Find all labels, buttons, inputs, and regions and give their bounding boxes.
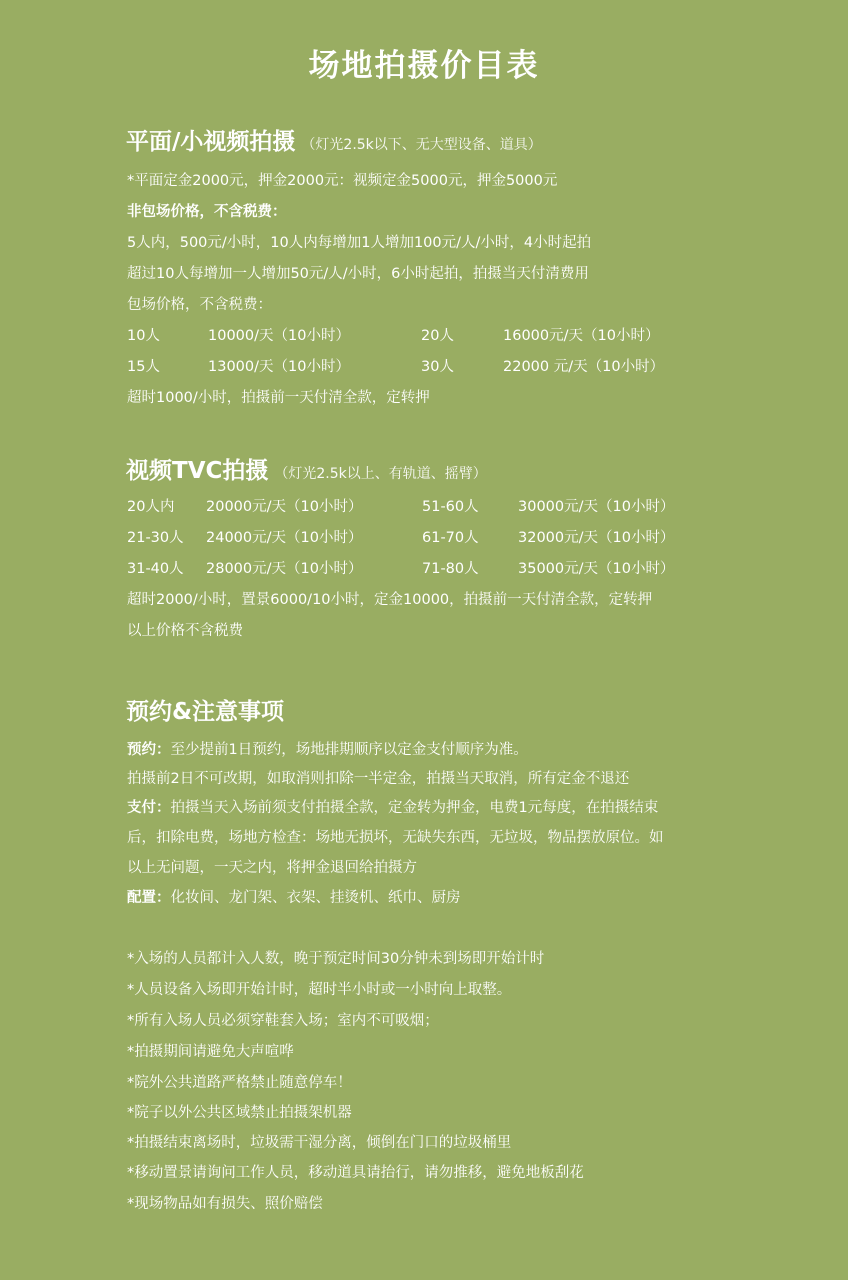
note-item: *所有入场人员必须穿鞋套入场；室内不可吸烟； — [127, 1013, 439, 1029]
section-tvc-heading — [126, 452, 487, 485]
package-price: 22000 元/天（10小时） — [503, 359, 665, 375]
package-price: 10000/天（10小时） — [208, 328, 350, 344]
tvc-price: 35000元/天（10小时） — [518, 561, 675, 577]
note-item: *现场物品如有损失、照价赔偿 — [127, 1196, 323, 1212]
overtime-line: 超时1000/小时，拍摄前一天付清全款，定转押 — [127, 390, 430, 406]
package-price: 16000元/天（10小时） — [503, 328, 660, 344]
page-title: 场地拍摄价目表 — [308, 48, 540, 84]
tvc-people: 21-30人 — [127, 530, 184, 546]
note-item: *院子以外公共区域禁止拍摄架机器 — [127, 1105, 352, 1121]
section-booking-heading: 预约&注意事项 — [126, 699, 285, 725]
package-people: 15人 — [127, 359, 160, 375]
config-line — [127, 888, 461, 908]
tvc-price: 28000元/天（10小时） — [206, 561, 363, 577]
note-item: *入场的人员都计入人数，晚于预定时间30分钟未到场即开始计时 — [127, 951, 545, 967]
section-photo-title: 平面/小视频拍摄 — [126, 129, 296, 155]
booking-line — [127, 740, 528, 760]
tvc-price: 30000元/天（10小时） — [518, 499, 675, 515]
tvc-people: 51-60人 — [422, 499, 479, 515]
package-title: 包场价格，不含税费： — [127, 297, 272, 313]
nonpackage-title: 非包场价格，不含税费： — [127, 204, 287, 220]
deposit-line: *平面定金2000元，押金2000元：视频定金5000元，押金5000元 — [127, 173, 558, 189]
payment-label: 支付： — [127, 800, 171, 816]
payment-line-1 — [127, 798, 658, 818]
payment-text-1: 拍摄当天入场前须支付拍摄全款，定金转为押金，电费1元每度，在拍摄结束 — [170, 800, 659, 816]
tvc-price: 24000元/天（10小时） — [206, 530, 363, 546]
tvc-people: 20人内 — [127, 499, 175, 515]
tvc-people: 71-80人 — [422, 561, 479, 577]
note-item: *人员设备入场即开始计时，超时半小时或一小时向上取整。 — [127, 982, 512, 998]
section-tvc-note: （灯光2.5k以上、有轨道、摇臂） — [274, 466, 487, 482]
package-people: 30人 — [421, 359, 454, 375]
note-item: *移动置景请询问工作人员，移动道具请抬行，请勿推移，避免地板刮花 — [127, 1165, 584, 1181]
booking-text: 至少提前1日预约，场地排期顺序以定金支付顺序为准。 — [170, 742, 528, 758]
tvc-overtime: 超时2000/小时，置景6000/10小时，定金10000，拍摄前一天付清全款，定转押 — [127, 592, 653, 608]
section-tvc-title: 视频TVC拍摄 — [126, 458, 269, 484]
note-item: *院外公共道路严格禁止随意停车！ — [127, 1075, 352, 1091]
nonpackage-line-2: 超过10人每增加一人增加50元/人/小时，6小时起拍，拍摄当天付清费用 — [127, 266, 589, 282]
note-item: *拍摄期间请避免大声喧哗 — [127, 1044, 294, 1060]
package-people: 20人 — [421, 328, 454, 344]
note-item: *拍摄结束离场时，垃圾需干湿分离，倾倒在门口的垃圾桶里 — [127, 1135, 512, 1151]
section-photo-note: （灯光2.5k以下、无大型设备、道具） — [301, 137, 542, 153]
nonpackage-line-1: 5人内，500元/小时，10人内每增加1人增加100元/人/小时，4小时起拍 — [127, 235, 592, 251]
config-text: 化妆间、龙门架、衣架、挂烫机、纸巾、厨房 — [170, 890, 461, 906]
tvc-people: 61-70人 — [422, 530, 479, 546]
package-people: 10人 — [127, 328, 160, 344]
tvc-tax-note: 以上价格不含税费 — [127, 623, 243, 639]
config-label: 配置： — [127, 890, 171, 906]
payment-line-3: 以上无问题，一天之内，将押金退回给拍摄方 — [127, 860, 417, 876]
booking-label: 预约： — [127, 742, 171, 758]
section-photo-heading — [126, 123, 542, 156]
tvc-people: 31-40人 — [127, 561, 184, 577]
package-price: 13000/天（10小时） — [208, 359, 350, 375]
tvc-price: 20000元/天（10小时） — [206, 499, 363, 515]
tvc-price: 32000元/天（10小时） — [518, 530, 675, 546]
reschedule-line: 拍摄前2日不可改期，如取消则扣除一半定金，拍摄当天取消，所有定金不退还 — [127, 771, 630, 787]
payment-line-2: 后，扣除电费，场地方检查：场地无损坏，无缺失东西，无垃圾，物品摆放原位。如 — [127, 830, 664, 846]
